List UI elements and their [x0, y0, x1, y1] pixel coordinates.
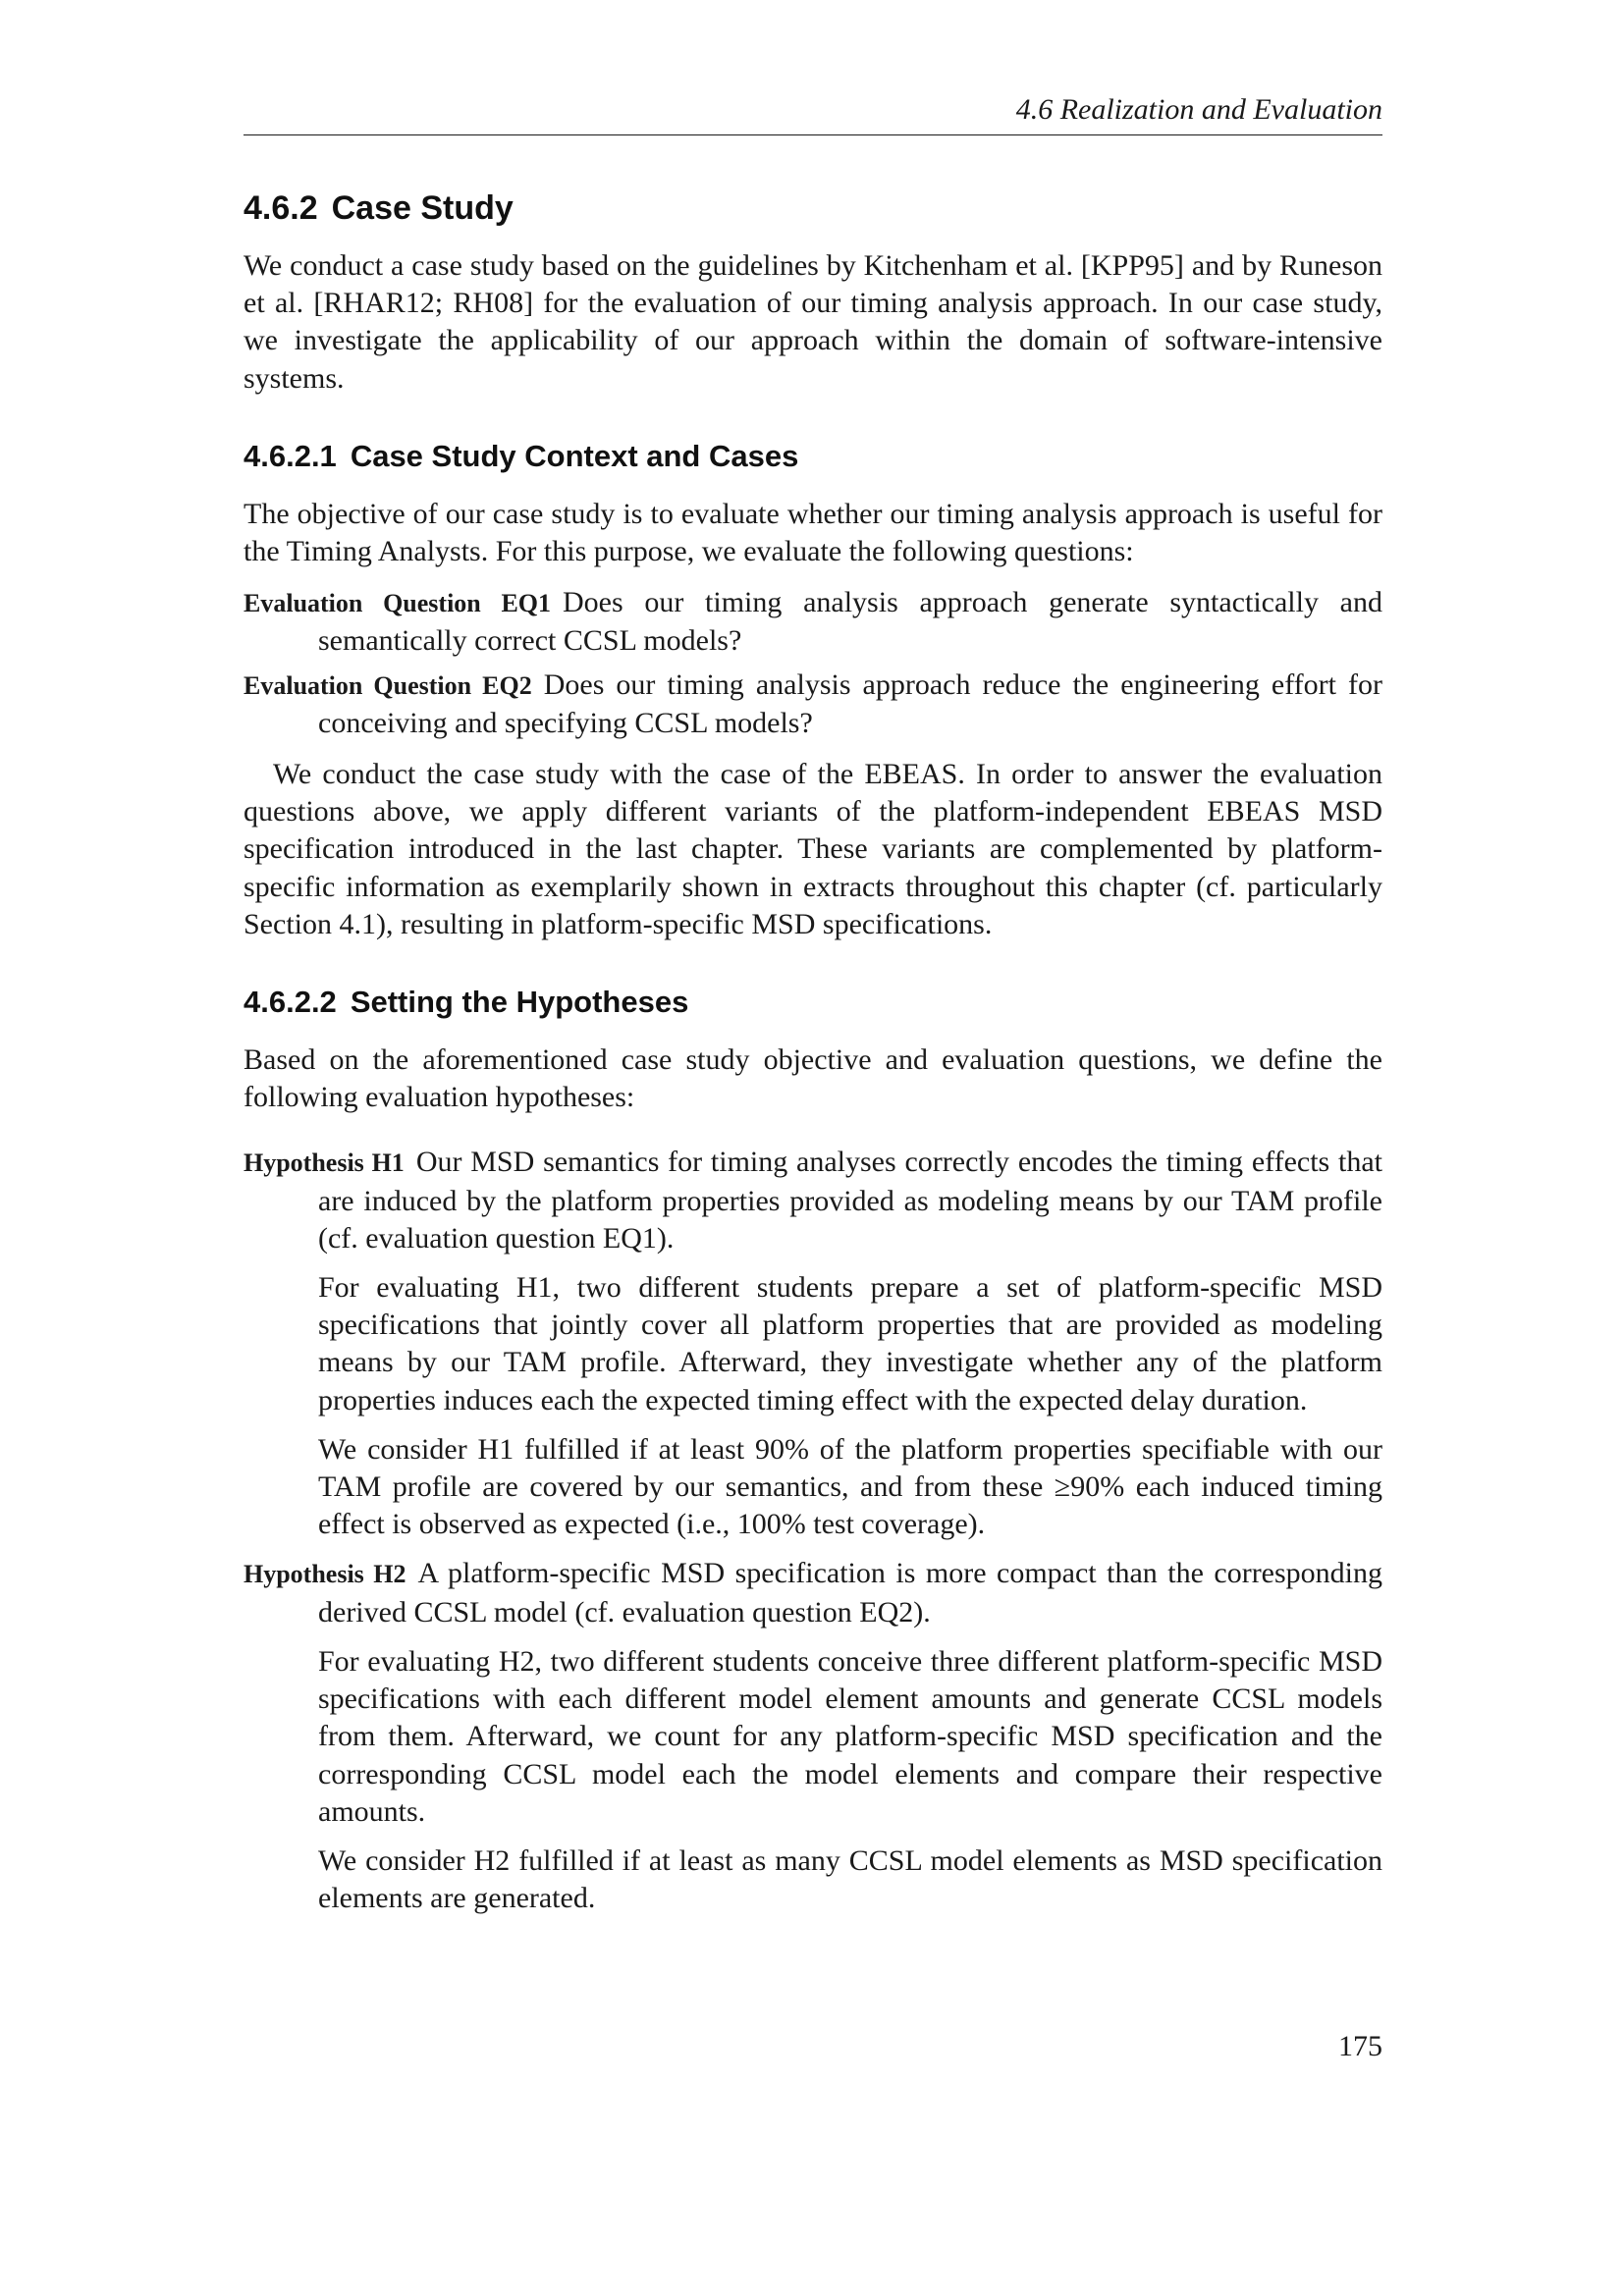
hypothesis-criterion-paragraph: We consider H1 fulfilled if at least 90% of the platform properties specifiable with our TAM profile are covered by our semantics, and from these ≥90% each induced timing effect is observed as expected (i.e., 100% test coverage). — [318, 1432, 1382, 1541]
subsection-title: Setting the Hypotheses — [350, 985, 689, 1020]
hypothesis-term: Hypothesis H1 — [244, 1148, 405, 1178]
question-text: Does our timing analysis approach reduce the engineering effort for conceiving and specifying CCSL models? — [318, 667, 1382, 739]
subsection-title: Case Study Context and Cases — [350, 438, 799, 473]
hypothesis-method-paragraph: For evaluating H1, two different students prepare a set of platform-specific MSD specifications that jointly cover all platform properties that are provided as modeling means by our TAM profile. Afterward, they investigate whether any of the platform properties induces each the expected timing effect with the expected delay duration. — [318, 1271, 1382, 1416]
hypothesis-item — [244, 1144, 1382, 1543]
header-rule — [244, 134, 1382, 135]
section-intro-paragraph: We conduct a case study based on the guidelines by Kitchenham et al. [KPP95] and by Runeson et al. [RHAR12; RH08] for the evaluation of our timing analysis approach. In our case study, we investigate the applicability of our approach within the domain of software-intensive systems. — [244, 249, 1382, 395]
page-number: 175 — [1338, 2030, 1382, 2062]
hypothesis-criterion-paragraph: We consider H2 fulfilled if at least as many CCSL model elements as MSD specification elements are generated. — [318, 1843, 1382, 1915]
section-title: Case Study — [331, 189, 514, 227]
hypothesis-statement: A platform-specific MSD specification is more compact than the corresponding derived CCSL model (cf. evaluation question EQ2). — [318, 1557, 1383, 1629]
subsection-heading-context — [244, 437, 1382, 476]
evaluation-question-item — [244, 667, 1382, 742]
hypotheses-intro-paragraph: Based on the aforementioned case study objective and evaluation questions, we define the following evaluation hypotheses: — [244, 1043, 1382, 1114]
question-text: Does our timing analysis approach generate syntactically and semantically correct CCSL models? — [318, 586, 1382, 658]
running-head: 4.6 Realization and Evaluation — [1015, 93, 1382, 126]
section-heading — [244, 187, 1382, 230]
context-body-paragraph: We conduct the case study with the case of the EBEAS. In order to answer the evaluation questions above, we apply different variants of the platform-independent EBEAS MSD specification introduced in the last chapter. These variants are complemented by platform-specific information as exemplarily shown in extracts throughout this chapter (cf. particularly Section 4.1), resulting in platform-specific MSD specifications. — [244, 758, 1382, 940]
subsection-heading-hypotheses — [244, 983, 1382, 1022]
context-intro-paragraph: The objective of our case study is to evaluate whether our timing analysis approach is useful for the Timing Analysts. For this purpose, we evaluate the following questions: — [244, 497, 1382, 568]
hypothesis-method-paragraph: For evaluating H2, two different students conceive three different platform-specific MSD specifications with each different model element amounts and generate CCSL models from them. Afterward, we count for any platform-specific MSD specification and the corresponding CCSL model each the model elements and compare their respective amounts. — [318, 1644, 1382, 1828]
evaluation-questions-list — [244, 584, 1382, 742]
section-number: 4.6.2 — [244, 189, 318, 227]
hypothesis-statement: Our MSD semantics for timing analyses correctly encodes the timing effects that are induced by the platform properties provided as modeling means by our TAM profile (cf. evaluation question EQ1). — [318, 1146, 1382, 1255]
question-term: Evaluation Question EQ1 — [244, 589, 552, 618]
evaluation-question-item — [244, 584, 1382, 660]
hypothesis-item — [244, 1555, 1382, 1917]
hypotheses-list — [244, 1144, 1382, 1917]
subsection-number: 4.6.2.1 — [244, 438, 337, 473]
hypothesis-term: Hypothesis H2 — [244, 1560, 406, 1589]
page-content — [244, 187, 1382, 1931]
subsection-number: 4.6.2.2 — [244, 985, 337, 1020]
question-term: Evaluation Question EQ2 — [244, 670, 532, 700]
